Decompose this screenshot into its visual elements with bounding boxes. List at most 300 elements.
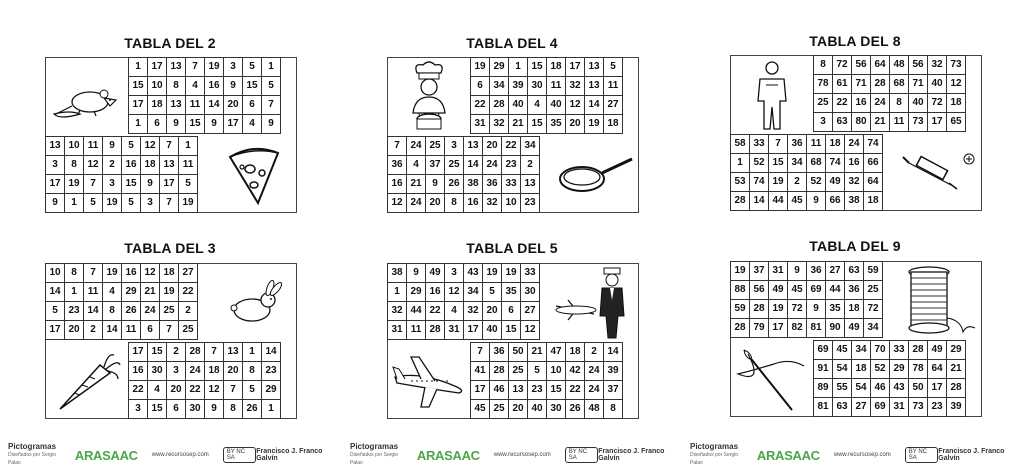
grid-cell: 24 [585,362,604,381]
grid-cell: 44 [407,302,426,321]
grid-cell: 14 [84,302,103,321]
grid-row [388,302,540,321]
card-tabla-3 [45,263,297,419]
grid-cell: 28 [186,343,205,362]
grid-cell: 37 [604,381,623,400]
number-grid [128,342,281,419]
grid-cell: 28 [909,341,928,360]
grid-cell: 22 [129,381,148,400]
grid-cell: 3 [814,113,833,132]
grid-cell: 25 [179,321,198,340]
grid-cell: 10 [547,362,566,381]
grid-cell: 15 [148,400,167,419]
grid-cell: 7 [471,343,490,362]
grid-cell: 54 [833,360,852,379]
grid-row [814,75,966,94]
site-link[interactable]: www.recursosep.com [833,452,891,458]
grid-cell: 7 [262,96,281,115]
grid-cell: 14 [205,96,224,115]
grid-cell: 73 [909,398,928,417]
grid-cell: 8 [167,77,186,96]
grid-cell: 26 [122,302,141,321]
grid-cell: 16 [464,194,483,213]
grid-cell: 28 [947,379,966,398]
grid-cell: 42 [566,362,585,381]
grid-cell: 59 [731,300,750,319]
grid-cell: 24 [585,381,604,400]
site-link[interactable]: www.recursosep.com [493,452,551,458]
grid-cell: 18 [148,96,167,115]
footer [8,442,338,468]
grid-cell: 2 [103,156,122,175]
grid-cell: 25 [509,362,528,381]
pictogramas-credit [350,443,407,467]
grid-cell: 70 [871,341,890,360]
grid-cell: 23 [521,194,540,213]
grid-cell: 64 [928,360,947,379]
grid-cell: 3 [224,58,243,77]
grid-cell: 22 [426,302,445,321]
grid-cell: 27 [852,398,871,417]
pictogramas-label: Pictogramas [350,442,399,451]
grid-row [814,94,966,113]
grid-cell: 30 [148,362,167,381]
card-tabla-2 [45,57,297,213]
grid-row [46,283,198,302]
grid-cell: 19 [769,173,788,192]
grid-cell: 8 [65,156,84,175]
grid-cell: 11 [179,156,198,175]
grid-row [46,194,198,213]
grid-cell: 10 [65,137,84,156]
grid-cell: 25 [426,137,445,156]
grid-cell: 16 [388,175,407,194]
table-title: TABLA DEL 9 [809,238,901,254]
grid-cell: 32 [483,194,502,213]
grid-cell: 39 [604,362,623,381]
grid-cell: 37 [750,262,769,281]
grid-cell: 24 [186,362,205,381]
grid-cell: 15 [528,58,547,77]
license-badge: BY NC SA [223,447,256,463]
grid-cell: 7 [84,264,103,283]
grid-cell: 25 [490,400,509,419]
grid-cell: 11 [890,113,909,132]
author: Francisco J. Franco Galvín [938,448,1005,462]
number-grid [813,340,966,417]
grid-row [388,175,540,194]
grid-cell: 18 [845,300,864,319]
grid-row [814,379,966,398]
grid-cell: 33 [502,175,521,194]
grid-cell: 20 [483,137,502,156]
grid-cell: 40 [509,96,528,115]
thread-spool-icon [895,262,983,340]
number-grid [45,263,198,340]
grid-cell: 9 [426,175,445,194]
grid-cell: 69 [871,398,890,417]
grid-cell: 27 [826,262,845,281]
grid-cell: 8 [445,194,464,213]
grid-cell: 49 [769,281,788,300]
grid-cell: 1 [129,115,148,134]
grid-cell: 1 [65,194,84,213]
grid-cell: 5 [243,58,262,77]
table-title: TABLA DEL 5 [466,240,558,256]
grid-cell: 1 [179,137,198,156]
grid-cell: 2 [179,302,198,321]
grid-cell: 37 [426,156,445,175]
grid-cell: 32 [928,56,947,75]
grid-cell: 45 [471,400,490,419]
grid-cell: 19 [205,58,224,77]
grid-cell: 17 [471,381,490,400]
grid-cell: 12 [141,137,160,156]
grid-cell: 24 [407,137,426,156]
site-link[interactable]: www.recursosep.com [151,452,209,458]
pictogramas-credit [690,443,747,467]
grid-cell: 44 [826,281,845,300]
grid-cell: 33 [890,341,909,360]
grid-cell: 30 [521,283,540,302]
grid-cell: 54 [852,379,871,398]
grid-row [129,96,281,115]
grid-cell: 22 [566,381,585,400]
grid-cell: 19 [585,115,604,134]
airplane-icon [388,342,470,420]
grid-cell: 17 [464,321,483,340]
grid-cell: 6 [167,400,186,419]
grid-row [814,360,966,379]
grid-cell: 17 [160,175,179,194]
grid-cell: 24 [483,156,502,175]
grid-cell: 34 [864,319,883,338]
grid-cell: 1 [388,283,407,302]
grid-cell: 36 [388,156,407,175]
grid-cell: 9 [788,262,807,281]
grid-row [46,321,198,340]
grid-cell: 56 [909,56,928,75]
grid-cell: 6 [148,115,167,134]
grid-cell: 5 [483,283,502,302]
grid-row [731,300,883,319]
grid-cell: 21 [509,115,528,134]
grid-cell: 16 [122,264,141,283]
frying-pan-icon [552,136,640,214]
grid-cell: 14 [750,192,769,211]
grid-cell: 15 [129,77,148,96]
grid-cell: 49 [826,173,845,192]
license-badge: BY NC SA [905,447,938,463]
grid-cell: 1 [509,58,528,77]
grid-cell: 80 [852,113,871,132]
grid-cell: 19 [179,194,198,213]
grid-cell: 39 [947,398,966,417]
pictogramas-credit [8,443,65,467]
grid-cell: 19 [103,264,122,283]
grid-cell: 18 [205,362,224,381]
grid-cell: 35 [502,283,521,302]
grid-cell: 4 [407,156,426,175]
arasaac-logo: ARASAAC [74,447,138,463]
grid-cell: 16 [122,156,141,175]
grid-cell: 11 [807,135,826,154]
grid-cell: 43 [890,379,909,398]
grid-cell: 34 [464,283,483,302]
grid-row [471,96,623,115]
grid-row [731,135,883,154]
grid-row [471,58,623,77]
grid-cell: 15 [547,381,566,400]
grid-cell: 13 [160,156,179,175]
grid-cell: 25 [864,281,883,300]
grid-cell: 32 [388,302,407,321]
grid-cell: 22 [186,381,205,400]
grid-row [731,262,883,281]
grid-cell: 19 [769,300,788,319]
grid-row [46,302,198,321]
grid-cell: 15 [769,154,788,173]
grid-cell: 35 [826,300,845,319]
grid-cell: 56 [750,281,769,300]
grid-cell: 26 [445,175,464,194]
grid-cell: 16 [845,154,864,173]
grid-row [814,56,966,75]
grid-cell: 20 [224,362,243,381]
grid-row [471,400,623,419]
grid-row [471,115,623,134]
grid-row [471,77,623,96]
grid-cell: 31 [471,115,490,134]
grid-cell: 13 [167,96,186,115]
grid-cell: 13 [224,343,243,362]
grid-cell: 40 [483,321,502,340]
grid-cell: 13 [167,58,186,77]
card-tabla-4 [387,57,639,213]
card-tabla-8 [730,55,982,211]
grid-cell: 23 [262,362,281,381]
grid-cell: 47 [547,343,566,362]
grid-cell: 15 [243,77,262,96]
grid-cell: 9 [141,175,160,194]
grid-cell: 78 [909,360,928,379]
table-title: TABLA DEL 8 [809,33,901,49]
grid-cell: 90 [826,319,845,338]
grid-cell: 45 [788,192,807,211]
grid-cell: 79 [750,319,769,338]
grid-row [471,362,623,381]
grid-cell: 21 [407,175,426,194]
grid-row [388,321,540,340]
grid-cell: 40 [547,96,566,115]
grid-cell: 19 [160,283,179,302]
grid-cell: 7 [84,175,103,194]
grid-cell: 72 [928,94,947,113]
grid-cell: 89 [814,379,833,398]
grid-cell: 29 [490,58,509,77]
grid-cell: 16 [426,283,445,302]
grid-cell: 11 [407,321,426,340]
grid-cell: 27 [604,96,623,115]
grid-cell: 63 [833,398,852,417]
grid-cell: 21 [528,343,547,362]
grid-cell: 14 [46,283,65,302]
grid-cell: 9 [46,194,65,213]
grid-cell: 17 [148,58,167,77]
grid-cell: 22 [471,96,490,115]
grid-cell: 71 [852,75,871,94]
grid-cell: 14 [464,156,483,175]
grid-cell: 81 [807,319,826,338]
grid-cell: 45 [788,281,807,300]
grid-cell: 46 [490,381,509,400]
grid-cell: 19 [502,264,521,283]
grid-cell: 55 [833,379,852,398]
grid-cell: 28 [490,362,509,381]
grid-cell: 1 [731,154,750,173]
grid-cell: 50 [509,343,528,362]
grid-row [129,381,281,400]
grid-row [814,341,966,360]
grid-row [388,194,540,213]
syringe-icon [895,134,983,212]
grid-cell: 19 [731,262,750,281]
grid-cell: 11 [84,137,103,156]
grid-cell: 36 [490,343,509,362]
cook-icon [388,58,470,136]
grid-row [46,137,198,156]
grid-cell: 52 [750,154,769,173]
number-grid [470,57,623,134]
grid-cell: 18 [160,264,179,283]
grid-cell: 56 [852,56,871,75]
number-grid [730,134,883,211]
grid-cell: 21 [947,360,966,379]
arasaac-logo: ARASAAC [756,447,820,463]
grid-cell: 23 [65,302,84,321]
grid-cell: 5 [122,137,141,156]
grid-cell: 64 [871,56,890,75]
grid-cell: 88 [731,281,750,300]
grid-cell: 66 [864,154,883,173]
grid-row [731,192,883,211]
grid-cell: 15 [148,343,167,362]
grid-cell: 38 [845,192,864,211]
grid-cell: 19 [483,264,502,283]
grid-cell: 10 [148,77,167,96]
grid-cell: 11 [547,77,566,96]
grid-cell: 9 [224,77,243,96]
grid-cell: 20 [483,302,502,321]
grid-cell: 9 [205,400,224,419]
grid-cell: 27 [179,264,198,283]
grid-cell: 18 [947,94,966,113]
grid-cell: 20 [65,321,84,340]
grid-cell: 27 [521,302,540,321]
grid-row [46,175,198,194]
grid-row [388,283,540,302]
grid-cell: 7 [769,135,788,154]
grid-cell: 18 [141,156,160,175]
license-badge: BY NC SA [565,447,598,463]
grid-cell: 8 [243,362,262,381]
grid-cell: 11 [186,96,205,115]
grid-row [46,156,198,175]
grid-cell: 4 [243,115,262,134]
number-grid [730,261,883,338]
grid-cell: 17 [566,58,585,77]
pictogramas-sub: Diseñados por Sergio Palao [690,452,739,466]
card-tabla-5 [387,263,639,419]
grid-cell: 78 [814,75,833,94]
grid-cell: 21 [141,283,160,302]
grid-cell: 1 [262,58,281,77]
grid-cell: 29 [262,381,281,400]
grid-cell: 7 [160,321,179,340]
grid-cell: 8 [103,302,122,321]
grid-cell: 15 [186,115,205,134]
grid-cell: 9 [807,192,826,211]
grid-cell: 4 [445,302,464,321]
grid-cell: 19 [471,58,490,77]
grid-cell: 12 [388,194,407,213]
grid-cell: 6 [243,96,262,115]
number-grid [470,342,623,419]
grid-cell: 21 [871,113,890,132]
grid-row [129,58,281,77]
grid-cell: 29 [407,283,426,302]
grid-cell: 48 [585,400,604,419]
pictogramas-label: Pictogramas [690,442,739,451]
grid-cell: 1 [65,283,84,302]
grid-cell: 28 [731,319,750,338]
grid-row [129,362,281,381]
grid-cell: 41 [471,362,490,381]
grid-cell: 32 [464,302,483,321]
grid-cell: 30 [528,77,547,96]
grid-cell: 23 [528,381,547,400]
footer [350,442,680,468]
grid-cell: 13 [521,175,540,194]
grid-cell: 12 [141,264,160,283]
grid-cell: 29 [122,283,141,302]
grid-row [129,77,281,96]
grid-cell: 72 [864,300,883,319]
grid-cell: 8 [224,400,243,419]
grid-cell: 18 [566,343,585,362]
grid-cell: 9 [103,137,122,156]
grid-cell: 74 [750,173,769,192]
grid-cell: 6 [471,77,490,96]
grid-cell: 1 [243,343,262,362]
grid-cell: 36 [807,262,826,281]
grid-row [388,137,540,156]
grid-cell: 9 [807,300,826,319]
grid-cell: 7 [388,137,407,156]
grid-row [731,281,883,300]
grid-cell: 61 [833,75,852,94]
grid-row [471,343,623,362]
grid-cell: 5 [243,381,262,400]
grid-cell: 28 [490,96,509,115]
grid-cell: 22 [502,137,521,156]
grid-cell: 13 [46,137,65,156]
grid-cell: 52 [807,173,826,192]
grid-cell: 31 [388,321,407,340]
grid-cell: 13 [464,137,483,156]
grid-cell: 63 [845,262,864,281]
grid-cell: 6 [141,321,160,340]
